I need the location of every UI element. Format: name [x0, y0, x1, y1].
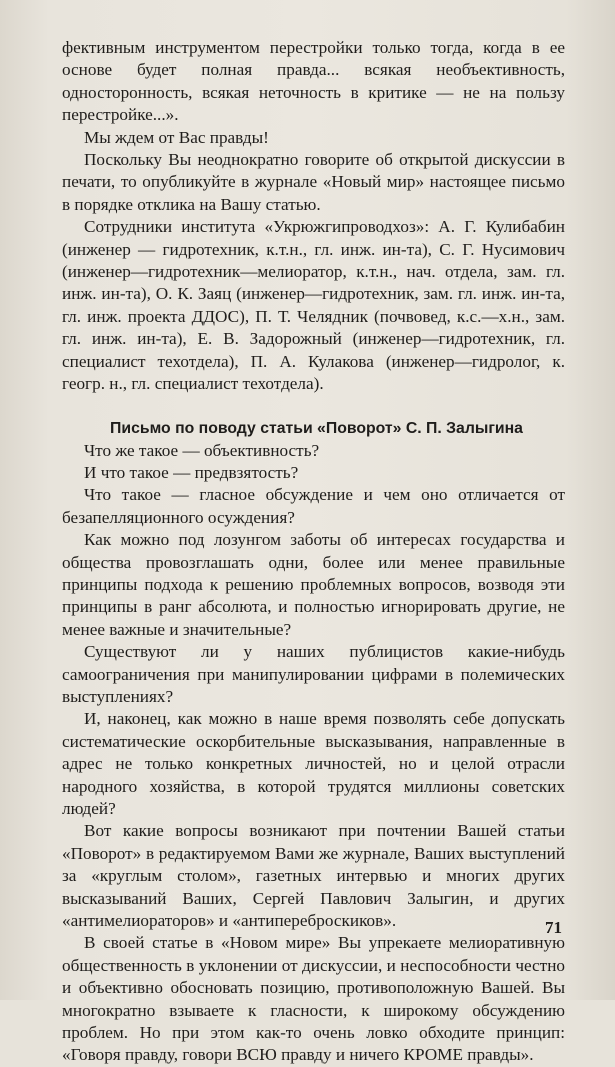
question-line: И что такое — предвзятость? [84, 462, 299, 482]
letter-one-request-paragraph: Поскольку Вы неоднократно говорите об открытой дискуссии в печати, то опубликуйте в журнале «Новый мир» настоящее письмо в порядке отклика на Вашу статью. [62, 150, 565, 214]
letter-two-paragraph: В своей статье в «Новом мире» Вы упрекаете мелиоративную общественность в уклонении от дискуссии, и неспособности честно и объективно обосновать позицию, противоположную Вашей. Вы многократно взываете к гласности, к широкому обсуждению проблем. Но при этом как-то очень ловко обходите принцип: «Говоря правду, говори ВСЮ правду и ничего КРОМЕ правды». [62, 933, 565, 1065]
letter-two-paragraph: Вот какие вопросы возникают при почтении Вашей статьи «Поворот» в редактируемом Вами же журнале, Ваших выступлений за «круглым столом», газетных интервью и многих других высказываний Ваших, Сергей Павлович Залыгин, и других «антимелиораторов» и «антипереброскиков». [62, 821, 565, 931]
letter-two-title: Письмо по поводу статьи «Поворот» С. П. Залыгина [110, 419, 523, 437]
letter-one-opening-paragraph: фективным инструментом перестройки только тогда, когда в ее основе будет полная правда... всякая необъективность, односторонность, всякая неточность в критике — не на пользу перестройке...». [62, 38, 565, 125]
letter-two-paragraph: Как можно под лозунгом заботы об интересах государства и общества провозглашать одни, более или менее правильные принципы подхода к решению проблемных вопросов, возводя эти принципы в ранг абсолюта, и полностью игнорировать другие, не менее важные и значительные? [62, 530, 565, 639]
letter-two-paragraph: Что такое — гласное обсуждение и чем оно отличается от безапелляционного осуждения? [62, 485, 565, 527]
letter-one-waiting-paragraph: Мы ждем от Вас правды! [84, 127, 269, 147]
letter-one-signatories-paragraph: Сотрудники института «Укрюжгипроводхоз»: А. Г. Кулибабин (инженер — гидротехник, к.т.н., гл. инж. ин-та), С. Г. Нусимович (инженер—гидротехник—мелиоратор, к.т.н., нач. отдела, зам. гл. инж. ин-та), О. К. Заяц (инженер—гидротехник, зам. гл. инж. ин-та, гл. инж. проекта ДДОС), П. Т. Челядник (почвовед, к.с.—х.н., зам. гл. инж. ин-та), Е. В. Задорожный (инженер—гидротехник, гл. специалист техотдела), П. А. Кулакова (инженер—гидролог, к. геогр. н., гл. специалист техотдела). [62, 217, 565, 394]
letter-two-paragraph: Существуют ли у наших публицистов какие-нибудь самоограничения при манипулировании цифрами в полемических выступлениях? [62, 642, 565, 706]
question-line: Что же такое — объективность? [84, 440, 320, 460]
page-number: 71 [545, 918, 562, 937]
letter-two-paragraph: И, наконец, как можно в наше время позволять себе допускать систематические оскорбительные высказывания, направленные в адрес не только конкретных личностей, но и целой отрасли народного хозяйства, в которой трудятся миллионы советских людей? [62, 709, 565, 818]
